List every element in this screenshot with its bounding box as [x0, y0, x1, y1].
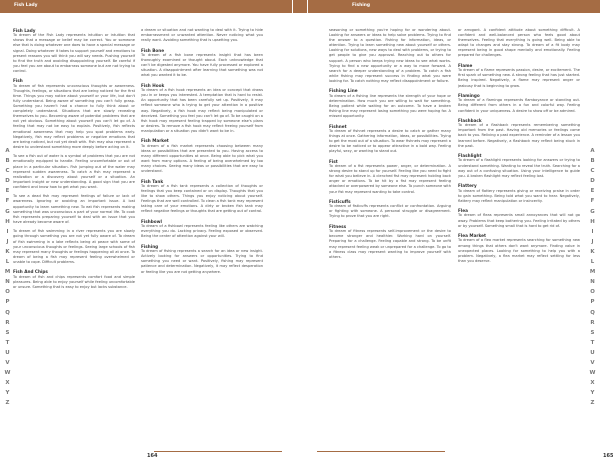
header-bar	[0, 0, 292, 13]
index-letter[interactable]: V	[5, 359, 10, 366]
dictionary-entry	[141, 138, 263, 174]
text-column-1	[329, 28, 451, 446]
index-letter[interactable]: B	[5, 158, 10, 165]
dictionary-entry	[13, 28, 135, 74]
index-letter[interactable]: R	[590, 319, 595, 326]
index-letter[interactable]: M	[589, 269, 596, 276]
entry-heading: Fish Market	[141, 138, 169, 144]
entry-text: To dream of a fishbowl represents feeling like others are watching everything you do. Lacking privacy. Feeling exposed or observed. Being the center of attention against your will.	[141, 224, 263, 239]
entry-text: To dream of a flashback represents remembering something important from the past. Having old memories or feelings come back to you. Reliving a past experience. A reminder of a lesson you learned before. Negatively, a flashback may reflect being stuck in the past.	[458, 123, 580, 148]
entry-text: To dream of a fish market represents choosing between many ideas or possibilities that are presented to you. Having access to many different opportunities at once. Being able to pick what you want from many options. A feeling of being overwhelmed by too many choices. Seeing many ideas or possibilities that are easy to understand.	[141, 143, 263, 174]
index-letter[interactable]: G	[5, 208, 10, 215]
index-letter[interactable]: V	[590, 359, 595, 366]
entry-heading: Fishnet	[329, 123, 347, 129]
entry-text: To dream of a flamingo represents flamboyance or standing out. Being different from others in a fun and colorful way. Feeling confident in your uniqueness. A desire to show off or be admired.	[458, 98, 580, 113]
index-letter[interactable]: G	[590, 208, 595, 215]
dictionary-entry	[329, 124, 451, 155]
edge-tab	[300, 0, 307, 13]
entry-heading: Fitness	[329, 223, 347, 229]
entry-heading: Fist	[329, 158, 338, 164]
dictionary-entry	[458, 183, 580, 204]
header-bar	[308, 0, 600, 13]
entry-heading: Fisticuffs	[329, 198, 351, 204]
dictionary-entry	[458, 153, 580, 179]
text-column-1	[13, 28, 135, 446]
index-letter[interactable]: S	[590, 329, 595, 336]
dictionary-entry	[13, 194, 135, 225]
index-letter[interactable]: Q	[590, 309, 595, 316]
header-title: Fish Lady	[14, 3, 38, 8]
index-letter[interactable]: J	[6, 238, 9, 245]
dictionary-entry	[329, 224, 451, 260]
dictionary-entry	[329, 199, 451, 220]
index-letter[interactable]: Q	[5, 309, 10, 316]
dictionary-entry	[141, 28, 263, 43]
index-letter[interactable]: S	[5, 329, 10, 336]
dictionary-entry	[458, 233, 580, 264]
entry-heading: Fish Tank	[141, 178, 164, 184]
entry-heading: Flattery	[458, 183, 477, 189]
index-letter[interactable]: J	[591, 238, 594, 245]
entry-heading: Fish	[13, 78, 23, 84]
index-letter[interactable]: R	[5, 319, 10, 326]
entry-text: To see a dead fish may represent feelings of failure or lack of awareness. Ignoring or avoiding an important issue. A lost opportunity to learn something new. To eat fish represents making something that was unconscious a part of your normal life. To cook fish represents preparing yourself to deal with an issue that you have already become aware of.	[13, 194, 135, 224]
dictionary-entry	[141, 179, 263, 215]
entry-text: or arrogant. A confident attitude about something difficult. A confident and well-balanced person who feels good about themselves. Feeling that everything is going well. Being able to adapt to changes and stay strong. To dream of a fit body may represent being in good shape mentally and emotionally. Feeling prepared for challenges.	[458, 28, 580, 58]
entry-text: To dream of a fish tank represents a collection of thoughts or feelings that you keep contained or on display. Thoughts that you like to show others. Things you enjoy noticing about yourself. Feelings that are well controlled. To clean a fish tank may represent taking care of your emotions. A dirty or broken fish tank may reflect negative feelings or thoughts that are getting out of control.	[141, 183, 263, 214]
index-letter[interactable]: Z	[590, 400, 595, 407]
dictionary-entry	[141, 219, 263, 240]
footer-rule	[317, 451, 445, 452]
entry-text: To dream of the Fish Lady represents intuition or intuition that shows that a message or belief may be correct. You or someone else that is doing whatever one does to have a special message or signal. Doing whatever it takes to support yourself and emotions to present reasons you will think you will say needs. Pushing yourself to find the truth and avoiding disappointing yourself. Be careful if you feel you are about to embarrass someone but are not trying to control.	[13, 33, 135, 73]
entry-text: To dream of fleas represents small annoyances that will not go away. Problems that keep bothering you. Feeling irritated by others or by yourself. Something small that is hard to get rid of.	[458, 213, 580, 228]
index-letter[interactable]: O	[5, 289, 10, 296]
entry-heading: Fishbowl	[141, 218, 162, 224]
entry-text: a dream or situation and not wanting to deal with it. Trying to hide embarrassment or unwanted attention. Never noticing what you really want. Avoiding something that is upsetting you.	[141, 28, 263, 43]
entry-text: To dream of a flea market represents searching for something new among things that others don't want anymore. Finding value in unexpected places. Looking for something to help you with a problem. Negatively, a flea market may reflect settling for less than you deserve.	[458, 238, 580, 263]
alphabet-index	[3, 146, 12, 408]
dictionary-entry	[458, 93, 580, 114]
index-letter[interactable]: B	[590, 158, 595, 165]
index-letter[interactable]: I	[6, 228, 9, 235]
index-letter[interactable]: E	[5, 188, 10, 195]
index-letter[interactable]: P	[5, 299, 10, 306]
entry-text: To see a fish out of water is a symbol of problems that you are not emotionally equipped to handle. Feeling uncomfortable or out of place in a particular situation. Fish jumping out of the water may represent sudden awareness. To catch a fish may represent a realization or a discovery about yourself or a situation. An important insight or new understanding. A good sign that you are confident and know how to get what you want.	[13, 154, 135, 189]
entry-text: To dream of a fishing line represents the strength of your hope or determination. How much you are willing to wait for something. Being patient while waiting for an outcome. To have a broken fishing line may represent losing something you were hoping for. A missed opportunity.	[329, 93, 451, 119]
dictionary-entry	[329, 28, 451, 84]
index-letter[interactable]: F	[5, 198, 10, 205]
index-letter[interactable]: M	[4, 269, 11, 276]
entry-heading: Fish Lady	[13, 28, 36, 33]
index-letter[interactable]: L	[590, 259, 595, 266]
index-letter[interactable]: Z	[5, 400, 10, 407]
entry-text: To dream of fish and chips represents comfort food and simple pleasures. Being able to enjoy yourself while feeling uncomfortable or unsure. Something that is easy to enjoy but lacks substance.	[13, 274, 135, 289]
dictionary-entry	[141, 244, 263, 275]
index-letter[interactable]: Y	[5, 390, 10, 397]
entry-heading: Fishing Line	[329, 88, 358, 94]
index-letter[interactable]: I	[591, 228, 594, 235]
entry-heading: Fish And Chips	[13, 269, 48, 275]
dictionary-entry	[458, 208, 580, 229]
entry-text: To dream of a flashlight represents looking for answers or trying to understand something. Wanting to reveal the truth. Searching for a way out of a confusing situation. Using your intelligence to guide you. A broken flashlight may reflect feeling lost.	[458, 158, 580, 178]
index-letter[interactable]: U	[590, 349, 595, 356]
index-letter[interactable]: H	[590, 218, 595, 225]
right-page	[300, 0, 613, 466]
entry-heading: Flashlight	[458, 153, 482, 159]
entry-text: seasoning or something you're hoping for or wondering about. Looking for answers or ideas to help solve problems. Trying to find the answer to a question. Fishing for information, ideas, or attention. Trying to learn something new about yourself or others. Looking for solutions, new ways to deal with problems, or trying to get people to give you approval. Reaching out to others for support. A person who keeps trying new ideas to see what works. Trying to find a new opportunity or a way to move forward. A search for a deeper understanding of a problem. To catch a fish while fishing may represent success in finding what you were looking for. To catch nothing may reflect disappointment or failure.	[329, 28, 451, 83]
alphabet-index	[588, 146, 597, 408]
entry-heading: Flea	[458, 208, 468, 214]
index-letter[interactable]: D	[590, 178, 595, 185]
entry-text: To dream of fish represents unconscious thoughts or awareness. Thoughts, feelings, or situations that are being noticed for the first time. Things you may notice about yourself or your life, but don't fully understand. Being aware of something you can't fully grasp. Something you haven't had a chance to fully think about or completely understand. Situations that are slowly revealing themselves to you. Becoming aware of potential problems that are not yet obvious. Something about yourself you can't let go of. A feeling that may not be easy to explain. Positively, fish reflects emotional awareness that may help you spot problems early. Negatively, fish may reflect problems or negative emotions that are being noticed, but not yet dealt with. Fish may also represent a desire to understand something more deeply before acting on it.	[13, 83, 135, 149]
index-letter[interactable]: X	[590, 380, 595, 387]
entry-text: To dream of fisticuffs represents conflict or confrontation. Arguing or fighting with someone. A personal struggle or disagreement. Trying to prove that you are right.	[329, 204, 451, 219]
index-letter[interactable]: K	[5, 248, 10, 255]
footer-rule	[154, 451, 282, 452]
entry-heading: Flamingo	[458, 93, 480, 99]
index-letter[interactable]: O	[590, 289, 595, 296]
dictionary-entry	[13, 269, 135, 290]
index-letter[interactable]: D	[5, 178, 10, 185]
index-letter[interactable]: E	[590, 188, 595, 195]
entry-text: To dream of flattery represents giving or receiving praise in order to gain something. Being told what you want to hear. Negatively, flattery may reflect manipulation or insincerity.	[458, 188, 580, 203]
index-letter[interactable]: X	[5, 380, 10, 387]
entry-text: To dream of fishing represents a search for an idea or new insight. Actively looking for answers or opportunities. Trying to find something you need or want. Positively, fishing may represent patience and determination. Negatively, it may reflect desperation or feeling like you are not getting anywhere.	[141, 249, 263, 274]
text-column-2	[141, 28, 263, 446]
entry-text: To dream of fishnet represents a desire to catch or gather many things at once. Gathering information, ideas, or possibilities. Trying to get the most out of a situation. To wear fishnets may represent a desire to be noticed or to appear attractive in a bold way. Feeling playful, sexy, or wanting to stand out.	[329, 128, 451, 154]
index-letter[interactable]: L	[5, 259, 10, 266]
entry-heading: Fish Bone	[141, 47, 165, 53]
entry-text: To dream of a fish hook represents an idea or concept that draws you in or keeps you interested. A temptation that is hard to resist. An opportunity that has been carefully set up. Positively, it may reflect someone who is trying to get your attention in a positive way. Negatively, a fish hook may reflect being manipulated or deceived. Something you feel you can't let go of. To be caught on a fish hook may represent feeling trapped by someone else's plans or desires. To remove a fish hook may reflect freeing yourself from manipulation or a situation you didn't want to be in.	[141, 88, 263, 133]
index-letter[interactable]: T	[590, 339, 595, 346]
index-letter[interactable]: F	[590, 198, 595, 205]
index-letter[interactable]: C	[5, 168, 10, 175]
header-title: Fishing	[352, 3, 371, 8]
dictionary-entry	[329, 159, 451, 195]
entry-heading: Flame	[458, 62, 473, 68]
entry-text: To dream of fish swimming in a river represents you are slowly going through something you are not yet fully aware of. To dream of fish swimming in a lake reflects being at peace with some of your unconscious thoughts or feelings. Seeing large schools of fish may represent many thoughts or feelings happening all at once. To dream of being a fish may represent feeling overwhelmed or unable to cope. Difficult problems.	[13, 229, 135, 264]
dictionary-entry	[329, 88, 451, 119]
entry-heading: Fish Hook	[141, 82, 165, 88]
dictionary-entry	[13, 78, 135, 150]
index-letter[interactable]: H	[5, 218, 10, 225]
dictionary-entry	[458, 63, 580, 89]
index-letter[interactable]: Y	[590, 390, 595, 397]
dictionary-entry	[13, 229, 135, 265]
index-letter[interactable]: T	[5, 339, 10, 346]
left-page	[0, 0, 300, 466]
dictionary-entry	[141, 83, 263, 134]
index-letter[interactable]: P	[590, 299, 595, 306]
edge-tab	[293, 0, 300, 13]
entry-text: To dream of a fist represents power, anger, or determination. A strong desire to stand up for yourself. Feeling like you need to fight for what you believe in. A clenched fist may represent holding back anger or emotions. To be hit by a fist may represent feeling attacked or overpowered by someone else. To punch someone with your fist may represent wanting to take control.	[329, 164, 451, 194]
entry-heading: Fishing	[141, 243, 159, 249]
index-letter[interactable]: A	[590, 148, 595, 154]
entry-heading: Flashback	[458, 117, 482, 123]
text-column-2	[458, 28, 580, 446]
index-letter[interactable]: W	[4, 370, 11, 377]
index-letter[interactable]: W	[589, 370, 596, 377]
entry-text: To dream of a flame represents passion, desire, or excitement. The first spark of something new. A strong feeling that has just started. Being inspired. Negatively, a flame may represent anger or jealousy that is beginning to grow.	[458, 68, 580, 88]
dictionary-entry	[141, 48, 263, 79]
dictionary-entry	[458, 28, 580, 59]
page-number: 164	[147, 453, 158, 459]
index-letter[interactable]: A	[5, 148, 10, 154]
dictionary-entry	[13, 154, 135, 190]
index-letter[interactable]: N	[5, 279, 10, 286]
dictionary-entry	[458, 118, 580, 149]
page-number: 165	[603, 453, 613, 459]
index-letter[interactable]: C	[590, 168, 595, 175]
entry-heading: Flea Market	[458, 233, 486, 239]
entry-text: To dream of fitness represents self-improvement or the desire to become stronger and healthier. Working hard on yourself. Preparing for a challenge. Feeling capable and strong. To be unfit may represent feeling weak or unprepared for a challenge. To go to a fitness class may represent wanting to improve yourself with others.	[329, 229, 451, 259]
index-letter[interactable]: U	[5, 349, 10, 356]
entry-text: To dream of a fish bone represents insight that has been thoroughly examined or thought about. Each unknowledge that can't be digested anymore. You have fully processed or explored a situation. A disappointment after learning that something was not what you wanted it to be.	[141, 52, 263, 78]
index-letter[interactable]: K	[590, 248, 595, 255]
index-letter[interactable]: N	[590, 279, 595, 286]
